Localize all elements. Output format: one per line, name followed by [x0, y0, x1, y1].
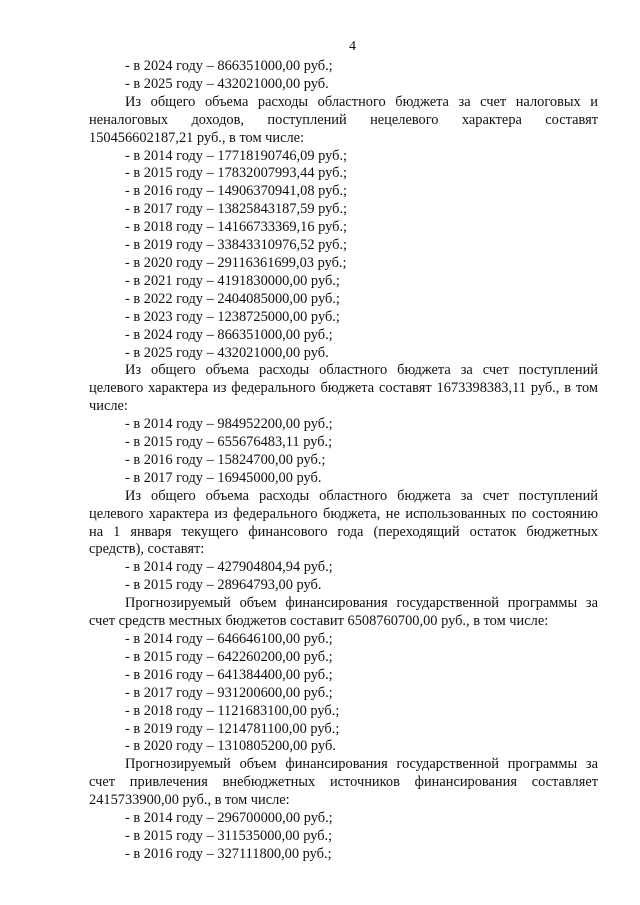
paragraph: Прогнозируемый объем финансирования государственной программы за счет привлечения внебюджетных источников финансирования составляет 2415733900,00 руб., в том числе: [89, 756, 598, 809]
list-item: - в 2019 году – 1214781100,00 руб.; [125, 720, 340, 737]
list-item: - в 2015 году – 311535000,00 руб.; [125, 827, 333, 844]
list-item: - в 2024 году – 866351000,00 руб.; [125, 326, 333, 343]
list-item: - в 2017 году – 13825843187,59 руб.; [125, 201, 348, 218]
list-item: - в 2025 году – 432021000,00 руб. [125, 344, 329, 361]
list-item: - в 2016 году – 15824700,00 руб.; [125, 451, 326, 468]
list-item: - в 2024 году – 866351000,00 руб.; [125, 58, 333, 74]
paragraph: Из общего объема расходы областного бюджета за счет налоговых и неналоговых доходов, поступлений нецелевого характера составят 150456602187,21 руб., в том числе: [89, 93, 598, 146]
list-item: - в 2022 году – 2404085000,00 руб.; [125, 290, 340, 307]
list-item: - в 2015 году – 642260200,00 руб.; [125, 648, 333, 665]
document-body [89, 58, 598, 864]
list-item: - в 2020 году – 29116361699,03 руб.; [125, 254, 347, 271]
list-item: - в 2014 году – 646646100,00 руб.; [125, 631, 333, 647]
list-item: - в 2021 году – 4191830000,00 руб.; [125, 272, 340, 289]
list-item: - в 2018 году – 14166733369,16 руб.; [125, 219, 348, 236]
list-item: - в 2020 году – 1310805200,00 руб. [125, 738, 336, 755]
list-item: - в 2015 году – 655676483,11 руб.; [125, 434, 333, 451]
list-item: - в 2018 году – 1121683100,00 руб.; [125, 702, 340, 719]
list-item: - в 2014 году – 427904804,94 руб.; [125, 559, 333, 576]
paragraph: Прогнозируемый объем финансирования государственной программы за счет средств местных бюджетов составит 6508760700,00 руб., в том числе: [89, 595, 598, 630]
list-item: - в 2015 году – 28964793,00 руб. [125, 577, 322, 594]
list-item: - в 2016 году – 641384400,00 руб.; [125, 666, 333, 683]
list-item: - в 2017 году – 16945000,00 руб. [125, 469, 322, 486]
list-item: - в 2016 году – 327111800,00 руб.; [125, 845, 332, 862]
list-item: - в 2014 году – 296700000,00 руб.; [125, 810, 333, 827]
list-item: - в 2017 году – 931200600,00 руб.; [125, 684, 333, 701]
paragraph: Из общего объема расходы областного бюджета за счет поступлений целевого характера из федерального бюджета, не использованных по состоянию на 1 января текущего финансового года (переходящий остаток бюджетных средств), составят: [89, 487, 598, 558]
page-number: 4 [349, 39, 356, 54]
list-item: - в 2025 году – 432021000,00 руб. [125, 75, 329, 92]
list-item: - в 2016 году – 14906370941,08 руб.; [125, 183, 348, 200]
list-item: - в 2014 году – 984952200,00 руб.; [125, 416, 333, 433]
list-item: - в 2014 году – 17718190746,09 руб.; [125, 147, 348, 164]
paragraph: Из общего объема расходы областного бюджета за счет поступлений целевого характера из федерального бюджета составят 1673398383,11 руб., в том числе: [89, 362, 598, 415]
list-item: - в 2015 году – 17832007993,44 руб.; [125, 165, 348, 182]
list-item: - в 2019 году – 33843310976,52 руб.; [125, 237, 348, 254]
list-item: - в 2023 году – 1238725000,00 руб.; [125, 308, 340, 325]
